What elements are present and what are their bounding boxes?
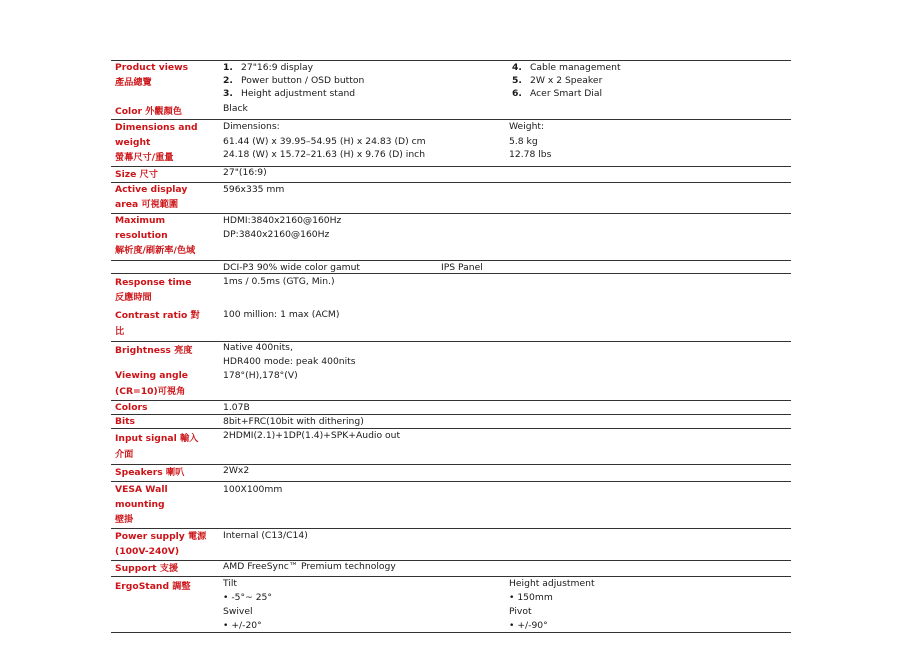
vesa-label: mounting bbox=[115, 499, 165, 510]
row-divider bbox=[111, 341, 791, 342]
max-resolution-label: resolution bbox=[115, 230, 168, 241]
color-gamut: DCI-P3 90% wide color gamut bbox=[223, 262, 361, 273]
list-item: 1. 27"16:9 display bbox=[223, 62, 314, 73]
row-divider bbox=[111, 400, 791, 401]
list-item: 3. Height adjustment stand bbox=[223, 88, 356, 99]
row-divider bbox=[111, 428, 791, 429]
swivel-label: Swivel bbox=[223, 606, 253, 617]
speakers-label: Speakers 喇叭 bbox=[115, 467, 185, 478]
row-divider bbox=[111, 60, 791, 61]
brightness-hdr: HDR400 mode: peak 400nits bbox=[223, 356, 356, 367]
row-divider bbox=[111, 560, 791, 561]
viewing-angle-value: 178°(H),178°(V) bbox=[223, 370, 298, 381]
row-divider bbox=[111, 260, 791, 261]
list-item: 5. 2W x 2 Speaker bbox=[512, 75, 603, 86]
row-divider bbox=[111, 528, 791, 529]
dimensions-label: Dimensions and bbox=[115, 122, 198, 133]
input-signal-label: Input signal 輸入 bbox=[115, 433, 199, 444]
power-supply-label: Power supply 電源 bbox=[115, 531, 207, 542]
viewing-angle-label: (CR=10)可視角 bbox=[115, 386, 186, 397]
bits-value: 8bit+FRC(10bit with dithering) bbox=[223, 416, 364, 427]
bits-label: Bits bbox=[115, 416, 136, 427]
max-resolution-label-zh: 解析度/刷新率/色域 bbox=[115, 245, 196, 256]
tilt-value: • -5°~ 25° bbox=[223, 592, 272, 603]
active-area-label: area 可視範圍 bbox=[115, 199, 179, 210]
weight-lbs: 12.78 lbs bbox=[509, 149, 552, 160]
brightness-label: Brightness 亮度 bbox=[115, 345, 193, 356]
support-value: AMD FreeSync™ Premium technology bbox=[223, 561, 396, 572]
list-item: 2. Power button / OSD button bbox=[223, 75, 365, 86]
row-divider bbox=[111, 182, 791, 183]
dimensions-inch: 24.18 (W) x 15.72–21.63 (H) x 9.76 (D) inch bbox=[223, 149, 426, 160]
list-item: 6. Acer Smart Dial bbox=[512, 88, 603, 99]
brightness-native: Native 400nits, bbox=[223, 342, 293, 353]
colors-value: 1.07B bbox=[223, 402, 250, 413]
vesa-label-zh: 壁掛 bbox=[115, 514, 134, 525]
contrast-label: 比 bbox=[115, 326, 125, 337]
contrast-label: Contrast ratio 對 bbox=[115, 310, 200, 321]
row-divider bbox=[111, 119, 791, 120]
pivot-value: • +/-90° bbox=[509, 620, 548, 631]
active-area-label: Active display bbox=[115, 184, 188, 195]
dimensions-label-zh: 螢幕尺寸/重量 bbox=[115, 152, 174, 163]
dimensions-title: Dimensions: bbox=[223, 121, 280, 132]
resolution-hdmi: HDMI:3840x2160@160Hz bbox=[223, 215, 342, 226]
viewing-angle-label: Viewing angle bbox=[115, 370, 188, 381]
power-supply-value: Internal (C13/C14) bbox=[223, 530, 308, 541]
speakers-value: 2Wx2 bbox=[223, 465, 250, 476]
height-adjustment-label: Height adjustment bbox=[509, 578, 595, 589]
active-area-value: 596x335 mm bbox=[223, 184, 285, 195]
contrast-value: 100 million: 1 max (ACM) bbox=[223, 309, 340, 320]
colors-label: Colors bbox=[115, 402, 148, 413]
color-label: Color 外觀顏色 bbox=[115, 106, 182, 117]
support-label: Support 支援 bbox=[115, 563, 179, 574]
product-views-label: Product views bbox=[115, 62, 189, 73]
response-time-label: Response time bbox=[115, 277, 192, 288]
resolution-dp: DP:3840x2160@160Hz bbox=[223, 229, 330, 240]
vesa-value: 100X100mm bbox=[223, 484, 283, 495]
input-signal-label: 介面 bbox=[115, 449, 134, 460]
weight-kg: 5.8 kg bbox=[509, 136, 538, 147]
row-divider bbox=[111, 166, 791, 167]
list-item: 4. Cable management bbox=[512, 62, 621, 73]
row-divider bbox=[111, 576, 791, 577]
row-divider bbox=[111, 632, 791, 633]
swivel-value: • +/-20° bbox=[223, 620, 262, 631]
size-label: Size 尺寸 bbox=[115, 169, 158, 180]
row-divider bbox=[111, 213, 791, 214]
power-supply-label: (100V-240V) bbox=[115, 546, 180, 557]
max-resolution-label: Maximum bbox=[115, 215, 166, 226]
vesa-label: VESA Wall bbox=[115, 484, 168, 495]
panel-type: IPS Panel bbox=[441, 262, 483, 273]
color-value: Black bbox=[223, 103, 248, 114]
row-divider bbox=[111, 481, 791, 482]
weight-title: Weight: bbox=[509, 121, 545, 132]
size-value: 27"(16:9) bbox=[223, 167, 267, 178]
pivot-label: Pivot bbox=[509, 606, 532, 617]
dimensions-cm: 61.44 (W) x 39.95–54.95 (H) x 24.83 (D) cm bbox=[223, 136, 426, 147]
tilt-label: Tilt bbox=[223, 578, 238, 589]
height-adjustment-value: • 150mm bbox=[509, 592, 553, 603]
row-divider bbox=[111, 464, 791, 465]
dimensions-label: weight bbox=[115, 137, 151, 148]
product-views-label-zh: 產品總覽 bbox=[115, 77, 152, 88]
response-time-value: 1ms / 0.5ms (GTG, Min.) bbox=[223, 276, 335, 287]
row-divider bbox=[111, 414, 791, 415]
response-time-label-zh: 反應時間 bbox=[115, 292, 152, 303]
ergostand-label: ErgoStand 調整 bbox=[115, 581, 191, 592]
input-signal-value: 2HDMI(2.1)+1DP(1.4)+SPK+Audio out bbox=[223, 430, 401, 441]
